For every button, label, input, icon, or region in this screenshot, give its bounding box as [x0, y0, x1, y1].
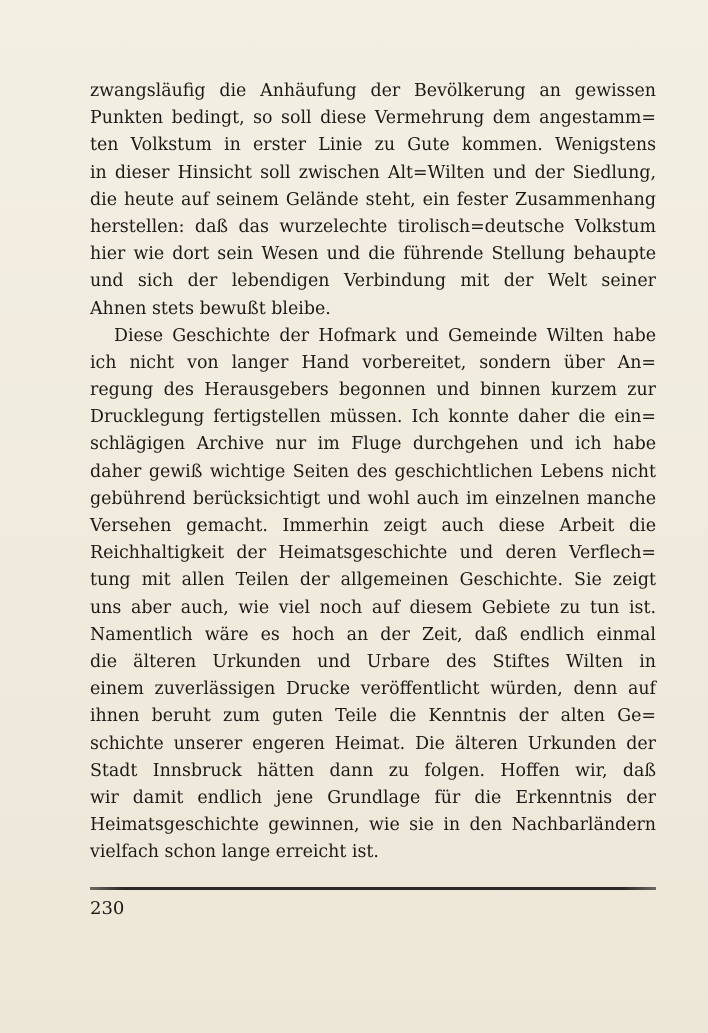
- text-line: Namentlich wäre es hoch an der Zeit, daß endlich einmal: [90, 624, 656, 645]
- text-line: Stadt Innsbruck hätten dann zu folgen. Hoffen wir, daß: [90, 760, 656, 781]
- text-line: hier wie dort sein Wesen und die führende Stellung behaupte: [90, 244, 656, 265]
- text-line: ich nicht von langer Hand vorbereitet, sondern über An=: [90, 352, 656, 373]
- text-line: ten Volkstum in erster Linie zu Gute kommen. Wenigstens: [90, 135, 656, 156]
- text-line: herstellen: daß das wurzelechte tirolisch=deutsche Volkstum: [90, 216, 656, 237]
- text-line: tung mit allen Teilen der allgemeinen Geschichte. Sie zeigt: [90, 570, 656, 591]
- text-line: Diese Geschichte der Hofmark und Gemeinde Wilten habe: [114, 325, 656, 346]
- text-line: ihnen beruht zum guten Teile die Kenntnis der alten Ge=: [90, 706, 656, 727]
- text-line: uns aber auch, wie viel noch auf diesem Gebiete zu tun ist.: [90, 597, 656, 618]
- text-line: Drucklegung fertigstellen müssen. Ich konnte daher die ein=: [90, 407, 656, 428]
- text-line: Reichhaltigkeit der Heimatsgeschichte und deren Verflech=: [90, 543, 656, 564]
- text-line: die heute auf seinem Gelände steht, ein fester Zusammenhang: [90, 189, 656, 210]
- body-text: [90, 78, 656, 866]
- footer-rule: [90, 887, 656, 890]
- text-line: wir damit endlich jene Grundlage für die Erkenntnis der: [90, 787, 656, 808]
- text-line: schlägigen Archive nur im Fluge durchgehen und ich habe: [90, 434, 656, 455]
- text-line: und sich der lebendigen Verbindung mit der Welt seiner: [90, 271, 656, 292]
- text-line: Heimatsgeschichte gewinnen, wie sie in den Nachbarländern: [90, 815, 656, 836]
- text-line: die älteren Urkunden und Urbare des Stiftes Wilten in: [90, 651, 656, 672]
- text-line: daher gewiß wichtige Seiten des geschichtlichen Lebens nicht: [90, 461, 656, 482]
- text-line: Ahnen stets bewußt bleibe.: [90, 298, 331, 319]
- text-line: zwangsläufig die Anhäufung der Bevölkerung an gewissen: [90, 81, 656, 101]
- text-line: regung des Herausgebers begonnen und binnen kurzem zur: [90, 380, 656, 401]
- text-line: vielfach schon lange erreicht ist.: [90, 842, 379, 863]
- text-line: gebührend berücksichtigt und wohl auch im einzelnen manche: [90, 488, 656, 509]
- text-line: einem zuverlässigen Drucke veröffentlicht würden, denn auf: [90, 679, 656, 700]
- text-line: schichte unserer engeren Heimat. Die älteren Urkunden der: [90, 733, 656, 754]
- paragraph-1: [90, 78, 656, 323]
- paragraph-2: [90, 323, 656, 867]
- text-line: in dieser Hinsicht soll zwischen Alt=Wilten und der Siedlung,: [90, 162, 656, 183]
- text-line: Versehen gemacht. Immerhin zeigt auch diese Arbeit die: [90, 516, 656, 536]
- page-number: 230: [90, 898, 125, 919]
- text-line: Punkten bedingt, so soll diese Vermehrung dem angestamm=: [90, 108, 656, 129]
